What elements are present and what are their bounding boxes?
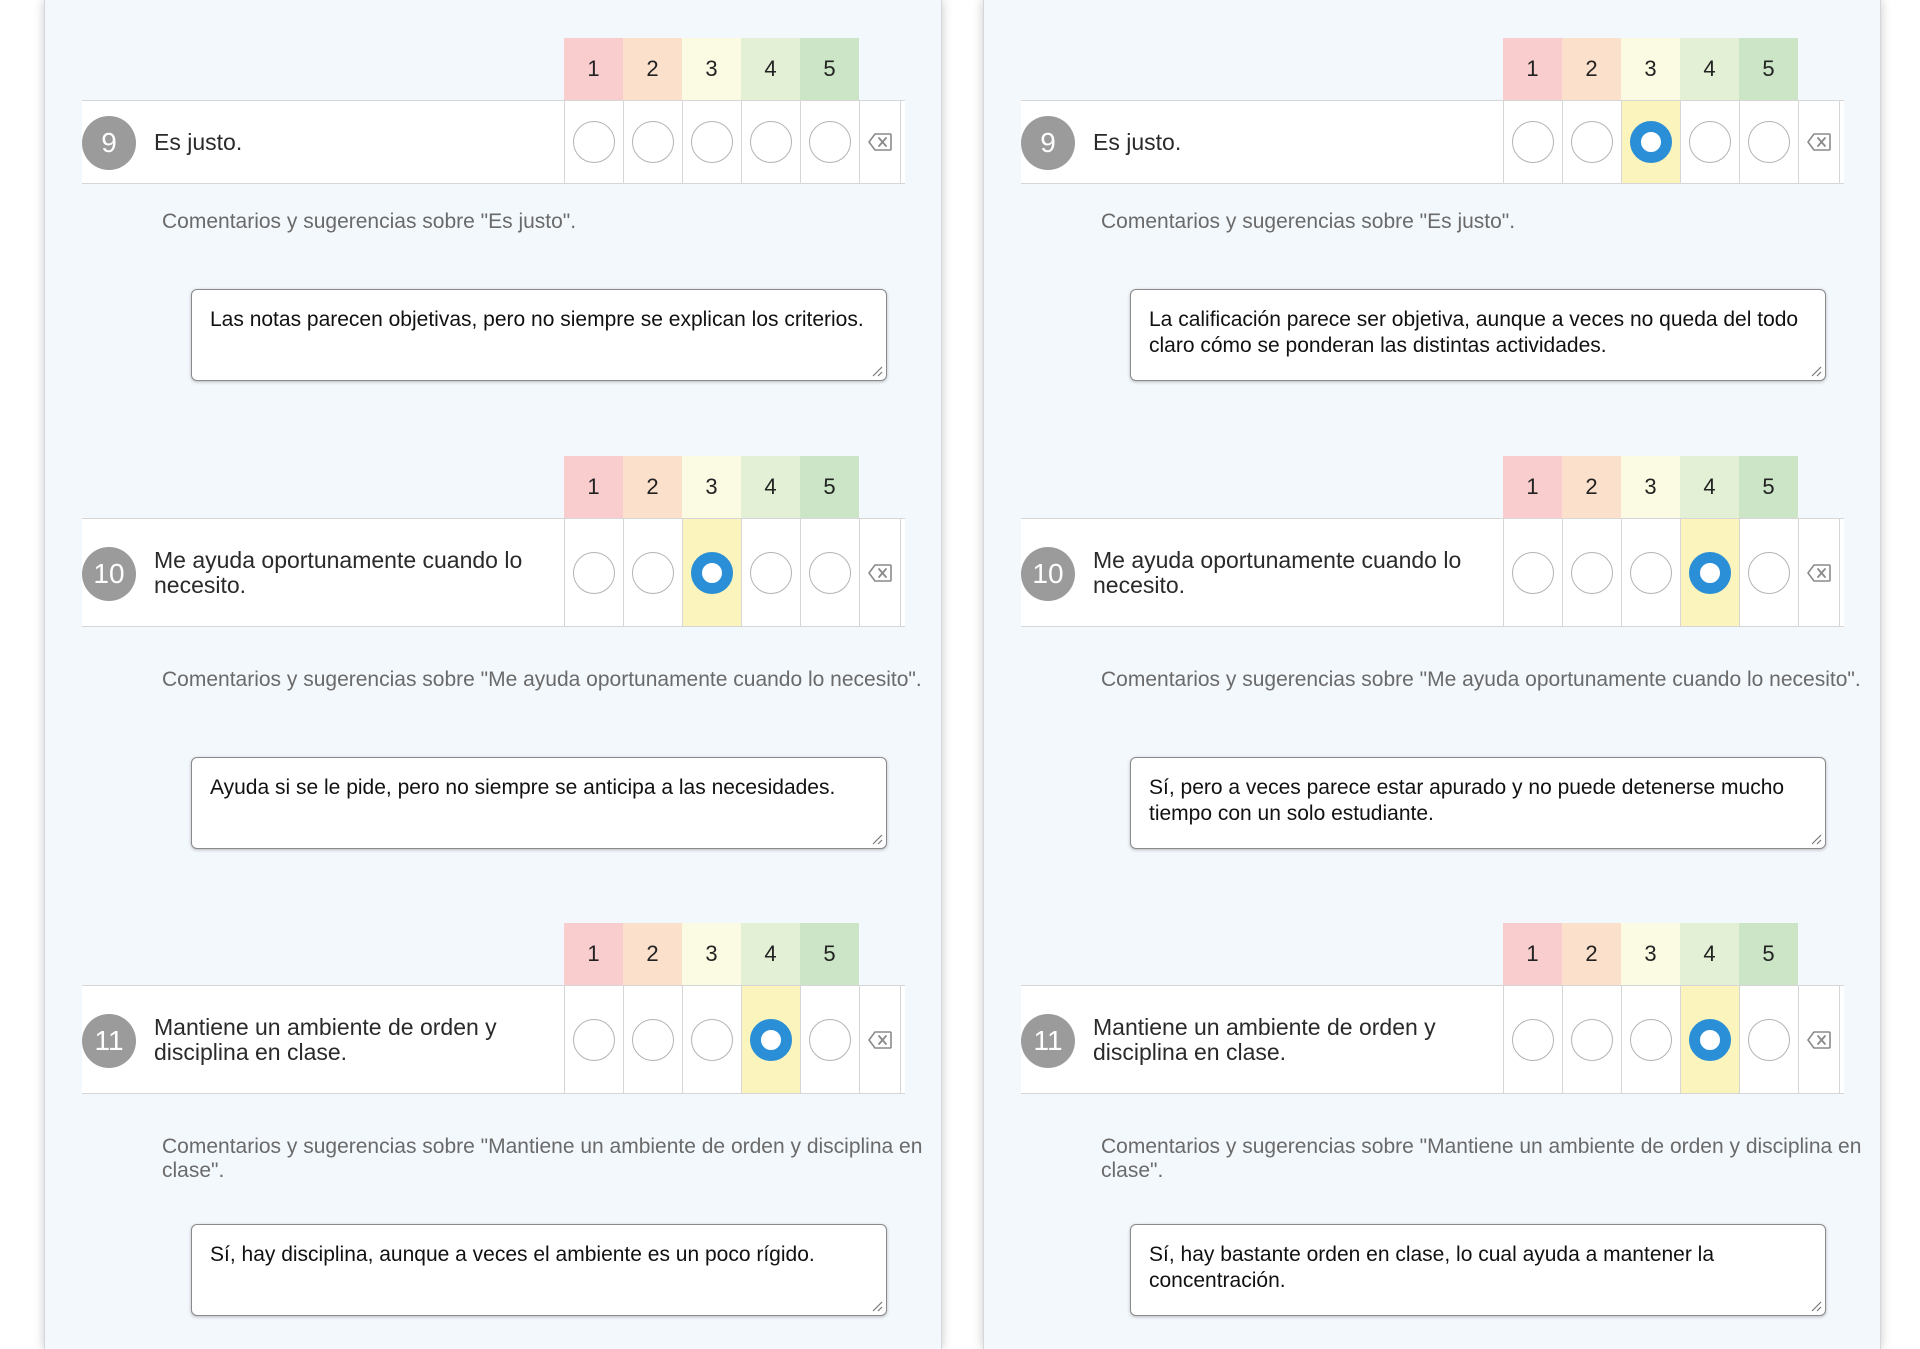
resize-grip-icon[interactable] — [1810, 365, 1822, 377]
rating-cell-2[interactable] — [1562, 986, 1621, 1093]
backspace-icon — [1807, 564, 1831, 582]
question-text: Mantiene un ambiente de orden y disciplina en clase. — [1093, 1013, 1436, 1065]
comment-label: Comentarios y sugerencias sobre "Me ayuda oportunamente cuando lo necesito". — [162, 668, 922, 691]
rating-radio-4[interactable] — [750, 1019, 792, 1061]
clear-rating-button[interactable] — [859, 519, 901, 626]
rating-options — [1503, 986, 1840, 1093]
rating-radio-5[interactable] — [1748, 1019, 1790, 1061]
comment-text: Ayuda si se le pide, pero no siempre se anticipa a las necesidades. — [210, 776, 836, 799]
rating-options — [1503, 101, 1840, 183]
rating-radio-2[interactable] — [1571, 1019, 1613, 1061]
rating-cell-2[interactable] — [1562, 101, 1621, 183]
scale-label-1: 1 — [564, 456, 623, 518]
rating-radio-2[interactable] — [632, 121, 674, 163]
scale-label-4: 4 — [741, 923, 800, 985]
scale-label-1: 1 — [564, 38, 623, 100]
question-text: Me ayuda oportunamente cuando lo necesito. — [1093, 546, 1462, 598]
question-row — [1021, 518, 1844, 627]
comment-text: Sí, hay disciplina, aunque a veces el ambiente es un poco rígido. — [210, 1243, 815, 1266]
resize-grip-icon[interactable] — [1810, 833, 1822, 845]
resize-grip-icon[interactable] — [871, 833, 883, 845]
rating-cell-5[interactable] — [1739, 101, 1798, 183]
scale-label-1: 1 — [564, 923, 623, 985]
comment-textarea[interactable] — [191, 1224, 887, 1316]
question-row — [82, 518, 905, 627]
rating-radio-4[interactable] — [1689, 121, 1731, 163]
question-number-badge: 10 — [82, 547, 136, 601]
resize-grip-icon[interactable] — [871, 1300, 883, 1312]
scale-label-4: 4 — [1680, 923, 1739, 985]
rating-cell-1[interactable] — [1503, 986, 1562, 1093]
rating-cell-4[interactable] — [741, 519, 800, 626]
rating-radio-3[interactable] — [1630, 1019, 1672, 1061]
rating-radio-3[interactable] — [691, 552, 733, 594]
scale-label-3: 3 — [1621, 456, 1680, 518]
scale-label-5: 5 — [800, 456, 859, 518]
rating-options — [564, 519, 901, 626]
rating-cell-4[interactable] — [1680, 519, 1739, 626]
scale-label-4: 4 — [1680, 456, 1739, 518]
rating-radio-3[interactable] — [1630, 121, 1672, 163]
rating-radio-1[interactable] — [1512, 1019, 1554, 1061]
comment-text: La calificación parece ser objetiva, aunque a veces no queda del todo claro cómo se ponderan las distintas actividades. — [1149, 308, 1799, 357]
rating-scale-header — [1503, 456, 1798, 518]
rating-cell-5[interactable] — [1739, 519, 1798, 626]
comment-text: Sí, hay bastante orden en clase, lo cual ayuda a mantener la concentración. — [1149, 1243, 1715, 1292]
comment-textarea[interactable] — [191, 289, 887, 381]
rating-radio-4[interactable] — [750, 121, 792, 163]
rating-cell-3[interactable] — [1621, 101, 1680, 183]
clear-rating-button[interactable] — [1798, 519, 1840, 626]
rating-scale-header — [564, 456, 859, 518]
rating-cell-3[interactable] — [682, 101, 741, 183]
survey-panel-2 — [983, 0, 1881, 1349]
comment-textarea[interactable] — [1130, 289, 1826, 381]
rating-radio-3[interactable] — [691, 121, 733, 163]
question-row — [82, 100, 905, 184]
comment-textarea[interactable] — [191, 757, 887, 849]
scale-label-5: 5 — [1739, 38, 1798, 100]
rating-radio-4[interactable] — [1689, 1019, 1731, 1061]
clear-rating-button[interactable] — [1798, 986, 1840, 1093]
backspace-icon — [1807, 1031, 1831, 1049]
question-text: Mantiene un ambiente de orden y disciplina en clase. — [154, 1013, 497, 1065]
rating-radio-1[interactable] — [1512, 552, 1554, 594]
scale-label-2: 2 — [623, 923, 682, 985]
rating-scale-header — [1503, 38, 1798, 100]
scale-label-1: 1 — [1503, 38, 1562, 100]
scale-label-4: 4 — [741, 456, 800, 518]
rating-cell-4[interactable] — [741, 101, 800, 183]
rating-scale-header — [1503, 923, 1798, 985]
comment-label: Comentarios y sugerencias sobre "Mantiene un ambiente de orden y disciplina en clase". — [1101, 1135, 1862, 1182]
rating-cell-3[interactable] — [682, 519, 741, 626]
question-row — [82, 985, 905, 1094]
rating-cell-5[interactable] — [800, 519, 859, 626]
question-number-badge: 9 — [1021, 116, 1075, 170]
rating-cell-1[interactable] — [1503, 519, 1562, 626]
rating-radio-2[interactable] — [632, 1019, 674, 1061]
rating-cell-3[interactable] — [682, 986, 741, 1093]
rating-scale-header — [564, 38, 859, 100]
scale-label-5: 5 — [800, 38, 859, 100]
rating-radio-2[interactable] — [632, 552, 674, 594]
backspace-icon — [868, 133, 892, 151]
scale-label-3: 3 — [682, 38, 741, 100]
rating-cell-2[interactable] — [623, 986, 682, 1093]
question-number-badge: 10 — [1021, 547, 1075, 601]
rating-cell-4[interactable] — [741, 986, 800, 1093]
scale-label-4: 4 — [741, 38, 800, 100]
scale-label-2: 2 — [1562, 38, 1621, 100]
question-text: Es justo. — [154, 128, 243, 155]
scale-label-5: 5 — [800, 923, 859, 985]
rating-cell-5[interactable] — [800, 101, 859, 183]
scale-label-1: 1 — [1503, 456, 1562, 518]
rating-options — [564, 986, 901, 1093]
question-text: Es justo. — [1093, 128, 1182, 155]
scale-label-3: 3 — [1621, 38, 1680, 100]
rating-cell-1[interactable] — [564, 519, 623, 626]
rating-cell-1[interactable] — [564, 101, 623, 183]
backspace-icon — [1807, 133, 1831, 151]
scale-label-5: 5 — [1739, 923, 1798, 985]
rating-cell-3[interactable] — [1621, 519, 1680, 626]
rating-radio-1[interactable] — [573, 552, 615, 594]
backspace-icon — [868, 564, 892, 582]
rating-radio-3[interactable] — [691, 1019, 733, 1061]
comment-label: Comentarios y sugerencias sobre "Me ayuda oportunamente cuando lo necesito". — [1101, 668, 1861, 691]
question-text: Me ayuda oportunamente cuando lo necesito. — [154, 546, 523, 598]
survey-panel-1 — [44, 0, 942, 1349]
question-number-badge: 9 — [82, 116, 136, 170]
scale-label-3: 3 — [1621, 923, 1680, 985]
clear-rating-button[interactable] — [859, 986, 901, 1093]
scale-label-2: 2 — [1562, 456, 1621, 518]
rating-cell-1[interactable] — [564, 986, 623, 1093]
rating-cell-4[interactable] — [1680, 101, 1739, 183]
rating-cell-1[interactable] — [1503, 101, 1562, 183]
rating-radio-1[interactable] — [1512, 121, 1554, 163]
rating-radio-5[interactable] — [809, 1019, 851, 1061]
backspace-icon — [868, 1031, 892, 1049]
comment-text: Sí, pero a veces parece estar apurado y no puede detenerse mucho tiempo con un solo estudiante. — [1149, 776, 1785, 825]
rating-radio-1[interactable] — [573, 1019, 615, 1061]
comment-label: Comentarios y sugerencias sobre "Es justo". — [162, 210, 577, 233]
comment-label: Comentarios y sugerencias sobre "Mantiene un ambiente de orden y disciplina en clase". — [162, 1135, 923, 1182]
comment-text: Las notas parecen objetivas, pero no siempre se explican los criterios. — [210, 308, 864, 331]
rating-cell-3[interactable] — [1621, 986, 1680, 1093]
rating-radio-5[interactable] — [1748, 552, 1790, 594]
scale-label-2: 2 — [623, 38, 682, 100]
question-row — [1021, 100, 1844, 184]
question-row — [1021, 985, 1844, 1094]
scale-label-3: 3 — [682, 923, 741, 985]
rating-cell-4[interactable] — [1680, 986, 1739, 1093]
rating-scale-header — [564, 923, 859, 985]
rating-radio-5[interactable] — [1748, 121, 1790, 163]
rating-radio-2[interactable] — [1571, 121, 1613, 163]
rating-cell-5[interactable] — [800, 986, 859, 1093]
comment-textarea[interactable] — [1130, 1224, 1826, 1316]
rating-options — [1503, 519, 1840, 626]
rating-radio-4[interactable] — [750, 552, 792, 594]
scale-label-2: 2 — [1562, 923, 1621, 985]
rating-options — [564, 101, 901, 183]
scale-label-1: 1 — [1503, 923, 1562, 985]
rating-radio-2[interactable] — [1571, 552, 1613, 594]
resize-grip-icon[interactable] — [871, 365, 883, 377]
rating-radio-5[interactable] — [809, 121, 851, 163]
scale-label-4: 4 — [1680, 38, 1739, 100]
comment-label: Comentarios y sugerencias sobre "Es justo". — [1101, 210, 1516, 233]
question-number-badge: 11 — [1021, 1014, 1075, 1068]
rating-radio-4[interactable] — [1689, 552, 1731, 594]
scale-label-2: 2 — [623, 456, 682, 518]
rating-cell-2[interactable] — [623, 519, 682, 626]
scale-label-5: 5 — [1739, 456, 1798, 518]
rating-radio-3[interactable] — [1630, 552, 1672, 594]
scale-label-3: 3 — [682, 456, 741, 518]
rating-cell-5[interactable] — [1739, 986, 1798, 1093]
resize-grip-icon[interactable] — [1810, 1300, 1822, 1312]
rating-radio-5[interactable] — [809, 552, 851, 594]
comment-textarea[interactable] — [1130, 757, 1826, 849]
rating-cell-2[interactable] — [1562, 519, 1621, 626]
question-number-badge: 11 — [82, 1014, 136, 1068]
clear-rating-button[interactable] — [1798, 101, 1840, 183]
clear-rating-button[interactable] — [859, 101, 901, 183]
rating-cell-2[interactable] — [623, 101, 682, 183]
rating-radio-1[interactable] — [573, 121, 615, 163]
